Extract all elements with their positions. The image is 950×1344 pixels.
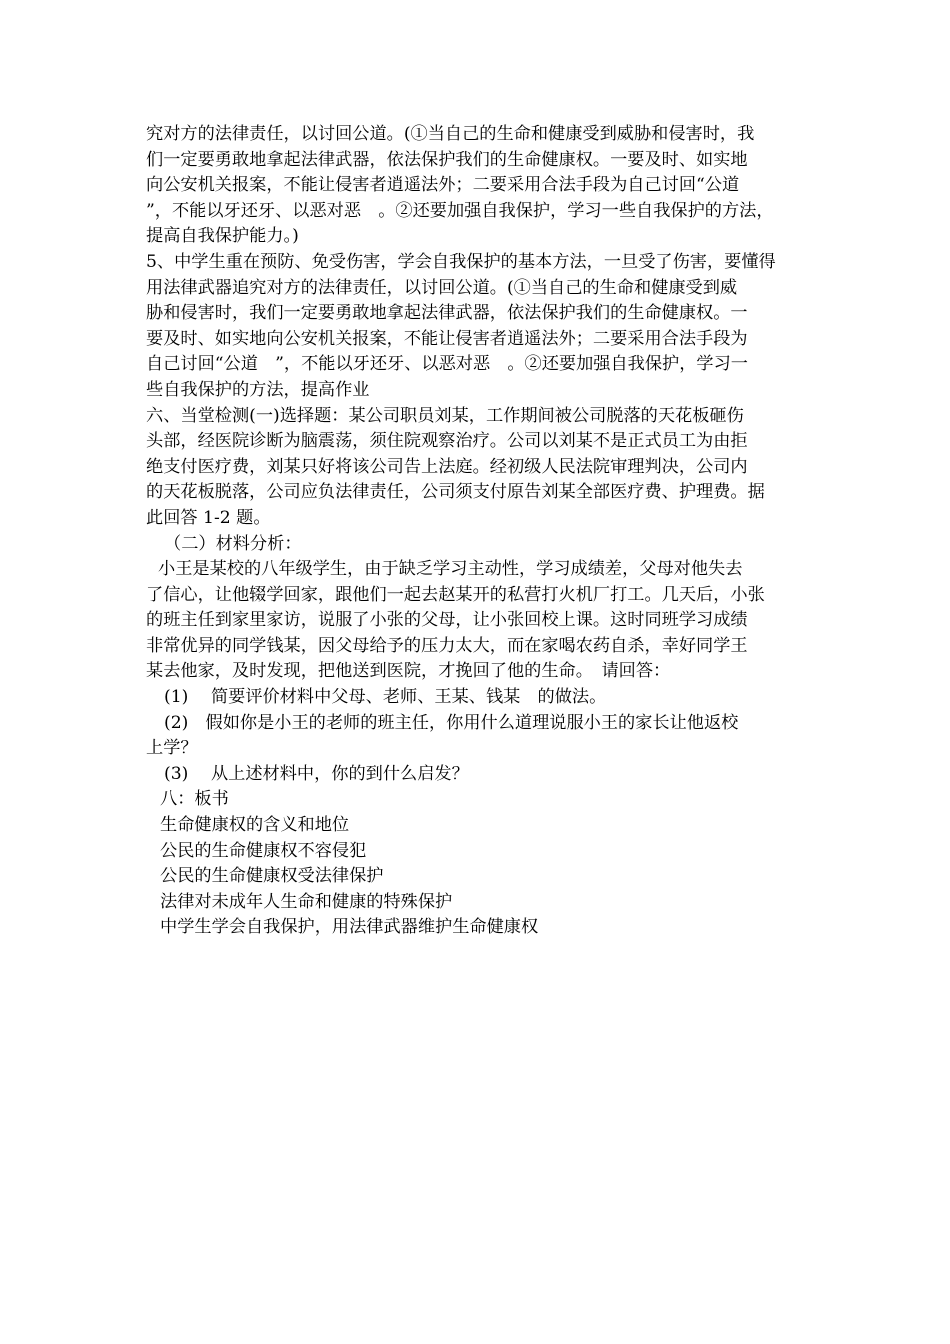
text-line: 上学？	[146, 738, 198, 759]
text-line: 六、当堂检测(一)选择题：某公司职员刘某，工作期间被公司脱落的天花板砸伤	[146, 405, 744, 426]
text-line: 要及时、如实地向公安机关报案，不能让侵害者逍遥法外；二要采用合法手段为	[146, 328, 748, 349]
text-line: 提高自我保护能力。)	[146, 226, 299, 247]
text-line: 5、中学生重在预防、免受伤害，学会自我保护的基本方法，一旦受了伤害，要懂得	[146, 251, 776, 272]
text-line: 非常优异的同学钱某，因父母给予的压力太大，而在家喝农药自杀，幸好同学王	[146, 635, 748, 656]
board-item: 生命健康权的含义和地位	[160, 815, 350, 836]
section-heading: 八：板书	[160, 789, 229, 810]
board-item: 法律对未成年人生命和健康的特殊保护	[160, 891, 453, 912]
text-line: 某去他家，及时发现，把他送到医院，才挽回了他的生命。 请回答：	[146, 661, 671, 682]
question-item: (3) 从上述材料中，你的到什么启发？	[164, 763, 469, 784]
question-item: (2) 假如你是小王的老师的班主任，你用什么道理说服小王的家长让他返校	[164, 712, 739, 733]
document-body	[146, 122, 810, 941]
board-item: 公民的生命健康权受法律保护	[160, 866, 384, 887]
text-line: 了信心，让他辍学回家，跟他们一起去赵某开的私营打火机厂打工。几天后，小张	[146, 584, 765, 605]
text-line: 的天花板脱落，公司应负法律责任，公司须支付原告刘某全部医疗费、护理费。据	[146, 482, 765, 503]
section-heading: （二）材料分析：	[164, 533, 302, 554]
text-line: 向公安机关报案，不能让侵害者逍遥法外；二要采用合法手段为自己讨回“公道	[146, 175, 740, 196]
text-line: 的班主任到家里家访，说服了小张的父母，让小张回校上课。这时同班学习成绩	[146, 610, 748, 631]
text-line: 究对方的法律责任，以讨回公道。(①当自己的生命和健康受到威胁和侵害时，我	[146, 124, 755, 144]
text-line: ”，不能以牙还牙、以恶对恶 。②还要加强自我保护，学习一些自我保护的方法，	[146, 200, 774, 221]
board-item: 公民的生命健康权不容侵犯	[160, 840, 367, 861]
question-item: (1) 简要评价材料中父母、老师、王某、钱某 的做法。	[164, 687, 607, 708]
text-line: 们一定要勇敢地拿起法律武器，依法保护我们的生命健康权。一要及时、如实地	[146, 149, 748, 170]
text-line: 小王是某校的八年级学生，由于缺乏学习主动性，学习成绩差，父母对他失去	[158, 559, 743, 580]
text-line: 头部，经医院诊断为脑震荡，须住院观察治疗。公司以刘某不是正式员工为由拒	[146, 431, 748, 452]
text-line: 自己讨回“公道 ”，不能以牙还牙、以恶对恶 。②还要加强自我保护，学习一	[146, 354, 748, 375]
text-line: 胁和侵害时，我们一定要勇敢地拿起法律武器，依法保护我们的生命健康权。一	[146, 303, 748, 324]
text-line: 绝支付医疗费，刘某只好将该公司告上法庭。经初级人民法院审理判决，公司内	[146, 456, 748, 477]
text-line: 此回答 1-2 题。	[146, 507, 271, 528]
board-item: 中学生学会自我保护，用法律武器维护生命健康权	[160, 917, 539, 938]
text-line: 些自我保护的方法，提高作业	[146, 379, 370, 400]
text-line: 用法律武器追究对方的法律责任，以讨回公道。(①当自己的生命和健康受到威	[146, 277, 738, 298]
